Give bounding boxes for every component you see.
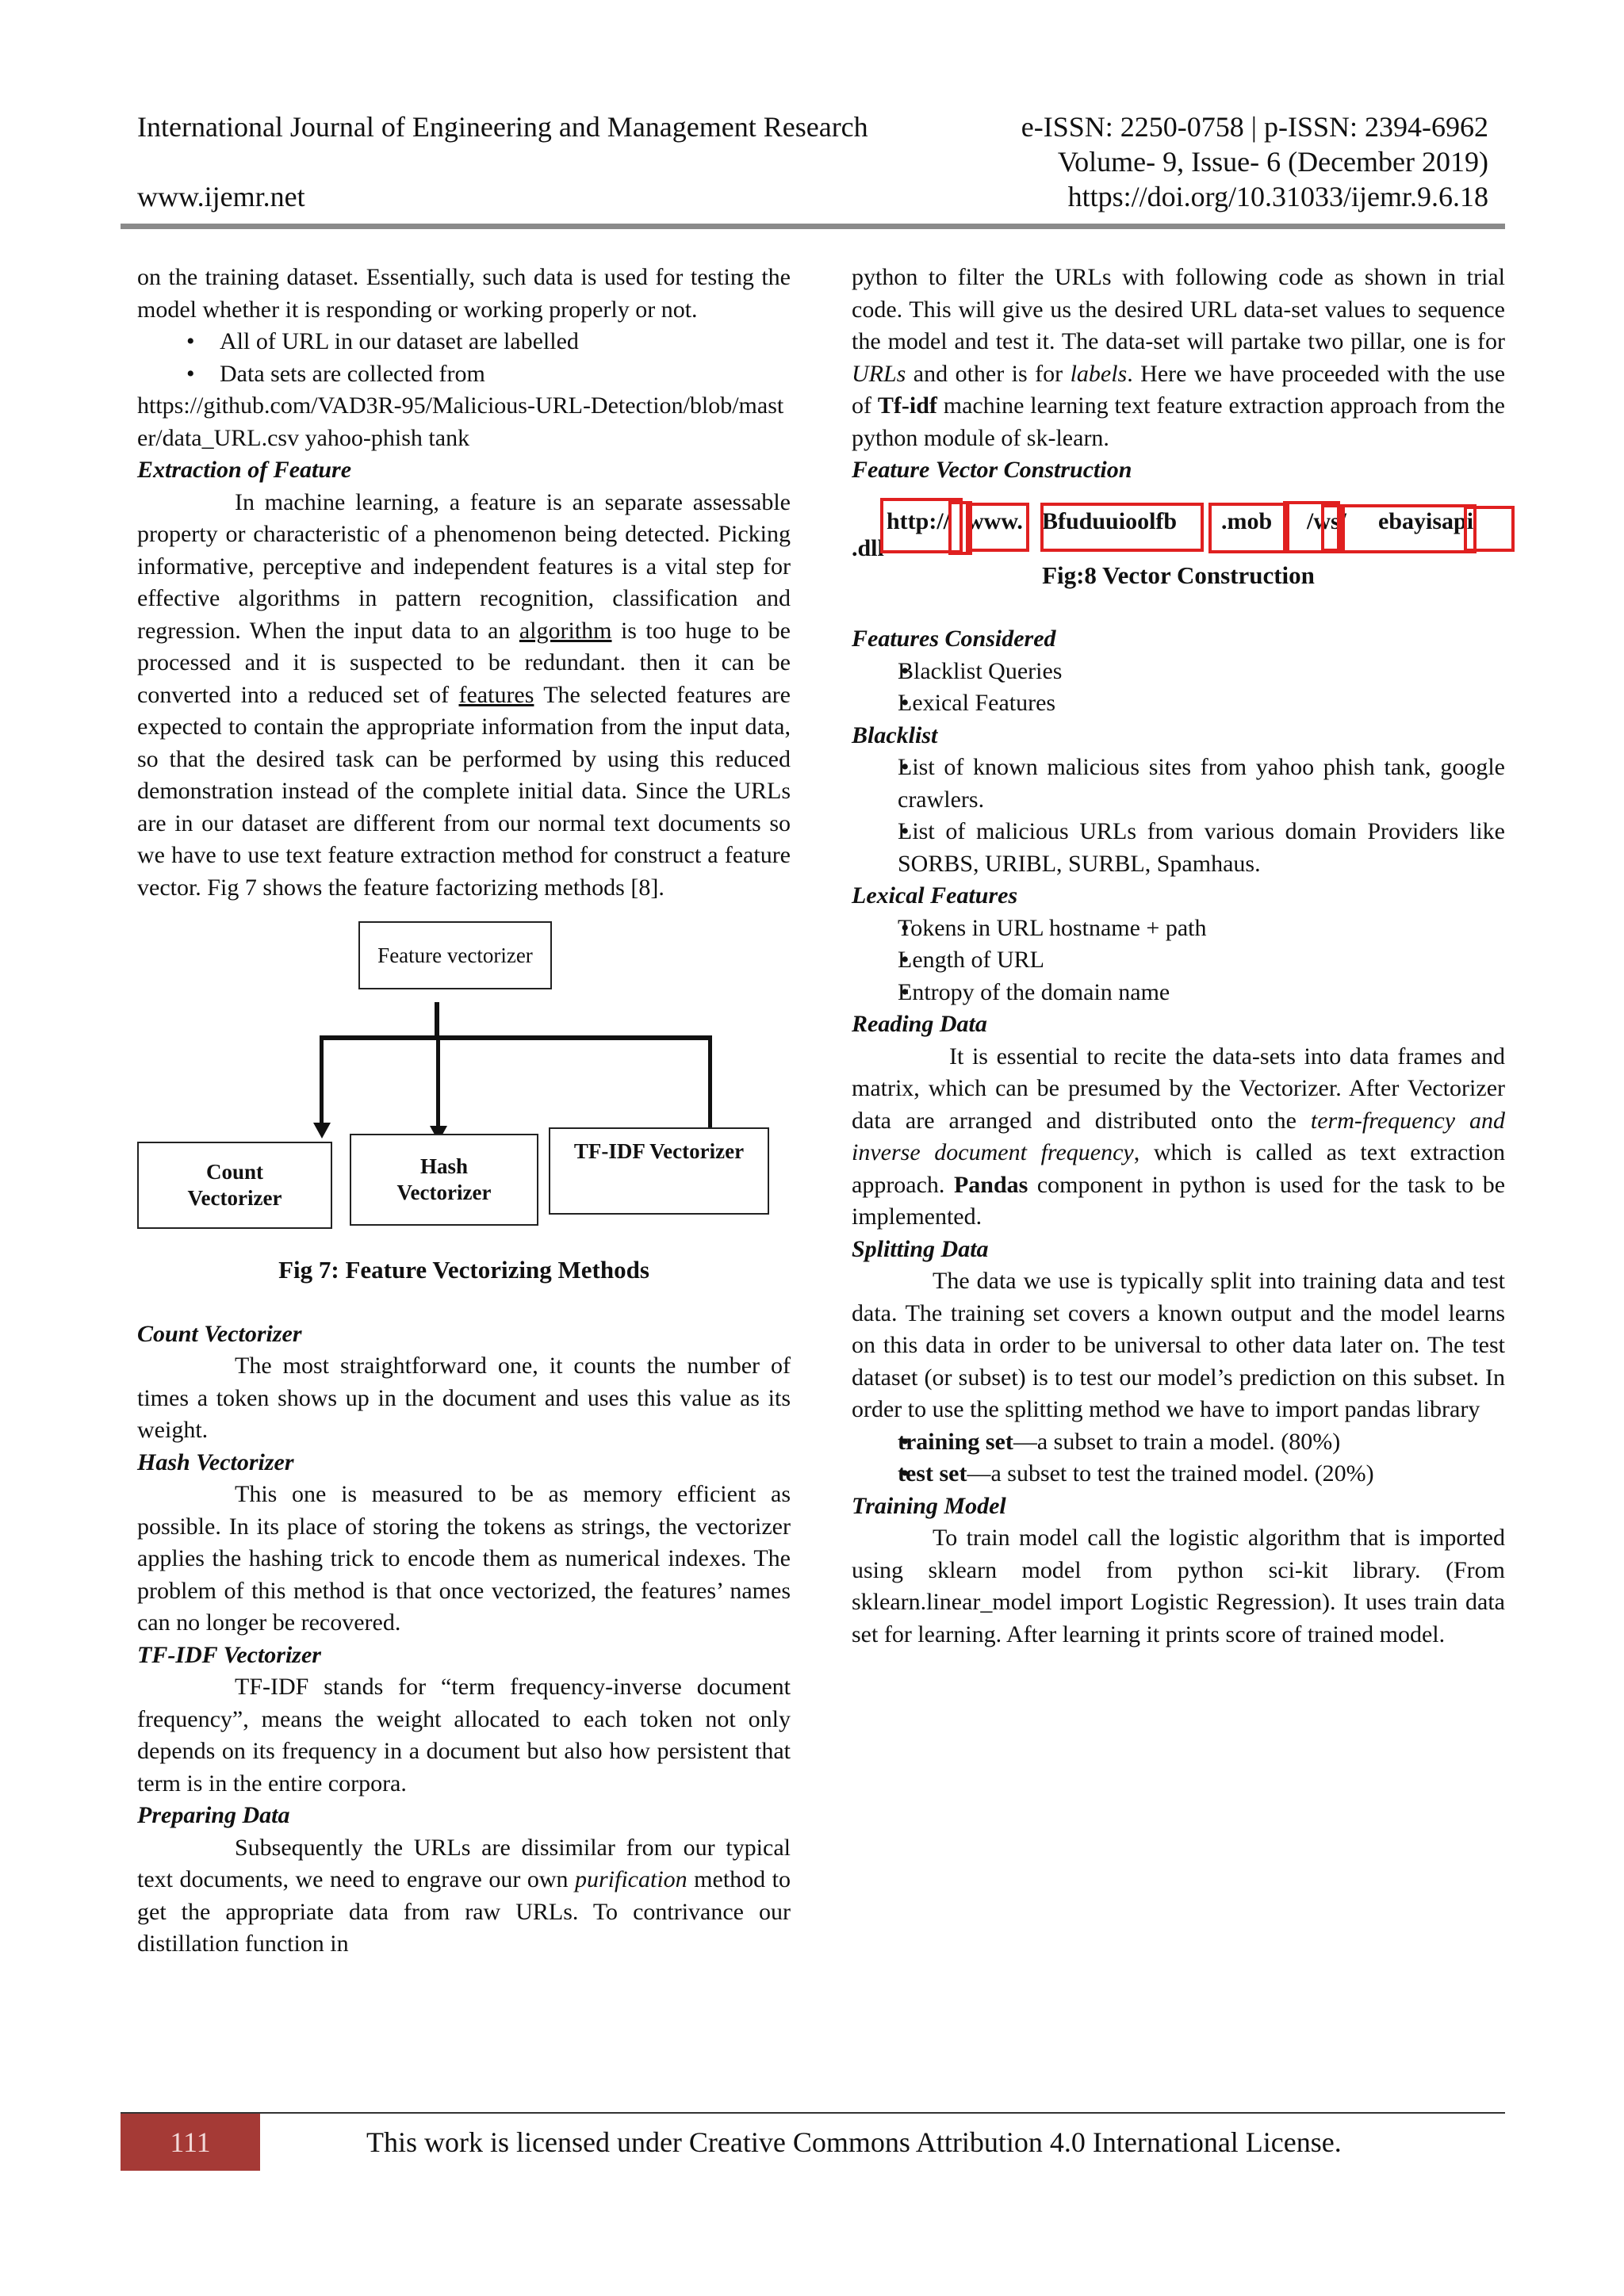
right-column [852,262,1505,1651]
figure-8-caption: Fig:8 Vector Construction [1042,561,1315,589]
diagram-connector [320,1035,324,1123]
spacer [137,1287,791,1318]
token-highlight-box [1339,504,1477,553]
bullet-list [852,913,1505,1009]
section-heading-preparing: Preparing Data [137,1802,290,1828]
diagram-connector [708,1035,712,1134]
journal-website[interactable]: www.ijemr.net [137,181,305,212]
token-highlight-box [1208,503,1289,553]
bullet-list [852,752,1505,880]
paragraph: on the training dataset. Essentially, such data is used for testing the model whether it is responding or working properly or not. [137,264,791,323]
section-heading-features-considered: Features Considered [852,626,1056,652]
diagram-connector [436,1035,440,1126]
paragraph: To train model call the logistic algorithm that is imported using sklearn model from python sci-kit library. (From sklearn.linear_model import Logistic Regression). It uses train data set for learning. After learning it prints score of trained model. [852,1525,1505,1647]
url-token-tail: .dll [852,534,884,561]
left-column [137,262,791,1961]
section-heading-tfidf: TF-IDF Vectorizer [137,1641,321,1668]
list-item: • All of URL in our dataset are labelled [137,326,791,358]
list-item: • List of known malicious sites from yahoo phish tank, google crawlers. [852,752,1505,816]
url-token: ebayisapi [1378,507,1474,534]
doi-link[interactable]: https://doi.org/10.31033/ijemr.9.6.18 [1067,181,1488,212]
section-heading-feature-vector: Feature Vector Construction [852,457,1132,483]
url-token: www. [967,507,1023,534]
url-token: http:// [887,507,951,534]
license-notice[interactable]: This work is licensed under Creative Commons Attribution 4.0 International License. [366,2126,1342,2158]
bullet-list [852,656,1505,720]
section-heading-extraction: Extraction of Feature [137,457,352,483]
list-item: • Data sets are collected from [137,358,791,391]
diagram-box-tfidf-vectorizer: TF-IDF Vectorizer [549,1127,769,1215]
list-item: • test set—a subset to test the trained model. (20%) [852,1458,1505,1490]
feature-vectorizer-diagram [137,921,791,1254]
section-heading-hash: Hash Vectorizer [137,1448,294,1475]
section-heading-lexical: Lexical Features [852,882,1018,909]
url-token: .mob [1221,507,1273,534]
volume-issue: Volume- 9, Issue- 6 (December 2019) [1057,146,1488,178]
section-heading-count: Count Vectorizer [137,1320,302,1347]
paragraph: This one is measured to be as memory efficient as possible. In its place of storing the tokens as strings, the vectorizer applies the hashing trick to encode them as numerical indexes. The problem of this method is that once vectorized, the features’ names can no longer be recovered. [137,1481,791,1636]
token-highlight-box [966,503,1029,552]
diagram-connector [320,1035,711,1040]
diagram-connector [435,1002,439,1035]
list-item: • training set—a subset to train a model. (80%) [852,1426,1505,1459]
section-heading-splitting: Splitting Data [852,1235,989,1262]
paragraph: It is essential to recite the data-sets into data frames and matrix, which can be presumed by the Vectorizer. After Vectorizer data are arranged and distributed onto the term-frequency and inverse document frequency, which is called as text extraction approach. Pandas component in python is used for the task to be implemented. [852,1043,1506,1230]
url-token: /ws/ [1307,507,1347,534]
features-link[interactable]: features [458,681,534,708]
header-divider [121,224,1505,229]
list-item: • Length of URL [852,944,1505,977]
paragraph: TF-IDF stands for “term frequency-inverse document frequency”, means the weight allocated to each token not only depends on its frequency in a document but also how persistent that term is in the entire corpora. [137,1674,791,1797]
paragraph: In machine learning, a feature is an separate assessable property or characteristic of a phenomenon being detected. Picking informative, perceptive and independent features is a vital step for effective algorithms in pattern recognition, classification and regression. When the input data to an algorithm is too huge to be processed and it is suspected to be redundant. then it can be converted into a reduced set of features The selected features are expected to contain the appropriate information from the input data, so that the desired task can be performed by using this reduced demonstration instead of the complete initial data. Since the URLs are in our dataset are different from our normal text documents so we have to use text feature extraction method for construct a feature vector. Fig 7 shows the feature factorizing methods [8]. [137,488,791,901]
figure-7-caption: Fig 7: Feature Vectorizing Methods [278,1256,649,1284]
bullet-list [852,1426,1505,1490]
list-item: • List of malicious URLs from various domain Providers like SORBS, URIBL, SURBL, Spamhaus. [852,816,1505,880]
url-token: Bfuduuioolfb [1042,507,1178,534]
algorithm-link[interactable]: algorithm [519,617,612,644]
list-item: • Lexical Features [852,687,1505,720]
section-heading-reading: Reading Data [852,1011,987,1037]
spacer [852,591,1505,623]
token-highlight-box [1464,506,1515,552]
section-heading-training: Training Model [852,1492,1006,1519]
journal-title: International Journal of Engineering and Management Research [137,111,868,143]
token-highlight-box [1040,503,1204,552]
diagram-box-hash-vectorizer: Hash Vectorizer [350,1134,538,1226]
page-number: 111 [121,2114,260,2171]
arrow-down-icon [313,1123,331,1138]
paragraph: The most straightforward one, it counts the number of times a token shows up in the document and uses this value as its weight. [137,1353,791,1443]
dataset-source-link[interactable]: https://github.com/VAD3R-95/Malicious-URL-Detection/blob/master/data_URL.csv yahoo-phish tank [137,392,784,451]
bullet-list [137,326,791,390]
diagram-box-count-vectorizer: Count Vectorizer [137,1142,332,1229]
list-item: • Tokens in URL hostname + path [852,913,1505,945]
issn: e-ISSN: 2250-0758 | p-ISSN: 2394-6962 [1021,111,1488,143]
list-item: • Entropy of the domain name [852,977,1505,1009]
list-item: • Blacklist Queries [852,656,1505,688]
paragraph: python to filter the URLs with following code as shown in trial code. This will give us the desired URL data-set values to sequence the model and test it. The data-set will partake two pillar, one is for URLs and other is for labels. Here we have proceeded with the use of Tf-idf machine learning text feature extraction approach from the python module of sk-learn. [852,264,1506,451]
section-heading-blacklist: Blacklist [852,721,938,748]
diagram-box-feature-vectorizer: Feature vectorizer [358,921,552,989]
paragraph: The data we use is typically split into training data and test data. The training set covers a known output and the model learns on this data in order to be universal to other data later on. The test dataset (or subset) is to test our model’s prediction on this subset. In order to use the splitting method we have to import pandas library [852,1268,1505,1422]
paragraph: Subsequently the URLs are dissimilar from our typical text documents, we need to engrave our own purification method to get the appropriate data from raw URLs. To contrivance our distillation function in [137,1834,791,1957]
url-vector-figure [852,498,1505,564]
